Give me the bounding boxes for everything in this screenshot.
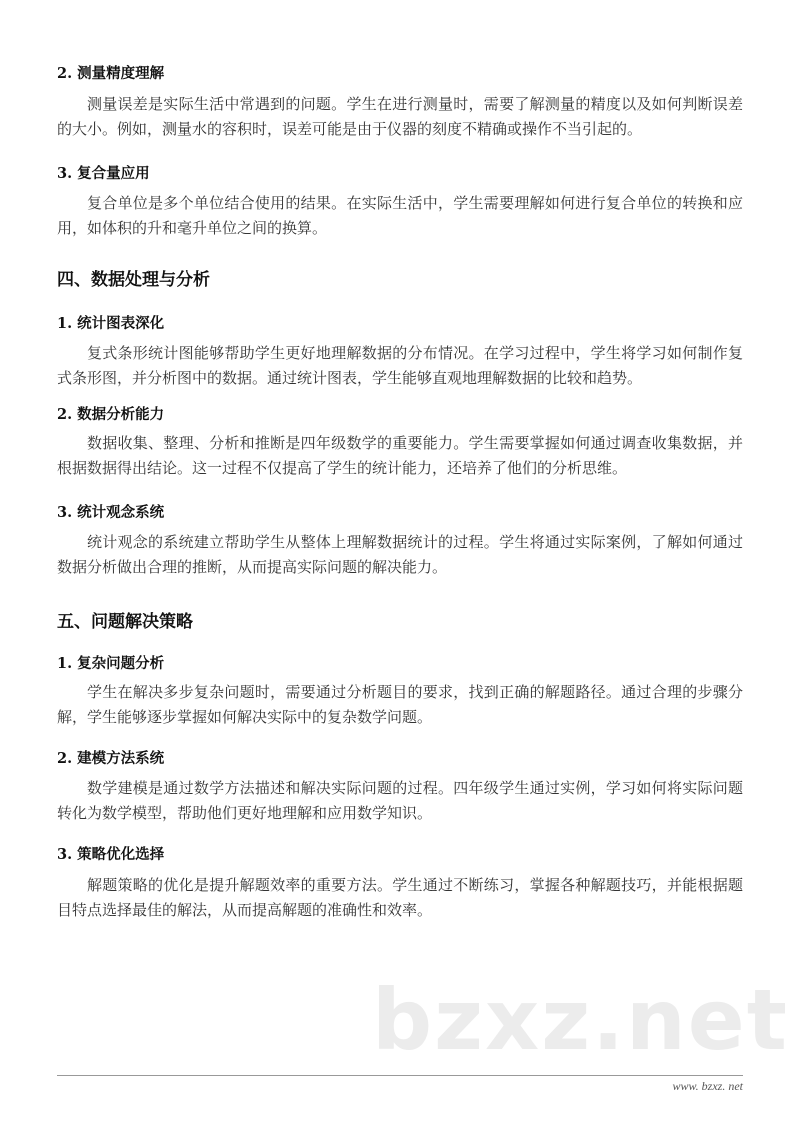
subheading: 2. 测量精度理解 [57, 65, 165, 82]
subheading: 3. 复合量应用 [57, 165, 150, 182]
paragraph: 解题策略的优化是提升解题效率的重要方法。学生通过不断练习，掌握各种解题技巧，并能根据题目特点选择最佳的解法，从而提高解题的准确性和效率。 [57, 876, 743, 919]
paragraph: 数据收集、整理、分析和推断是四年级数学的重要能力。学生需要掌握如何通过调查收集数据，并根据数据得出结论。这一过程不仅提高了学生的统计能力，还培养了他们的分析思维。 [57, 434, 743, 477]
footer-url: www. bzxz. net [672, 1079, 743, 1093]
watermark: bzxz.net [372, 971, 789, 1069]
section-title: 四、数据处理与分析 [57, 270, 210, 290]
subheading: 1. 统计图表深化 [57, 315, 165, 332]
paragraph: 学生在解决多步复杂问题时，需要通过分析题目的要求，找到正确的解题路径。通过合理的步骤分解，学生能够逐步掌握如何解决实际中的复杂数学问题。 [57, 683, 743, 726]
paragraph: 复式条形统计图能够帮助学生更好地理解数据的分布情况。在学习过程中，学生将学习如何制作复式条形图，并分析图中的数据。通过统计图表，学生能够直观地理解数据的比较和趋势。 [57, 344, 743, 387]
subheading: 2. 数据分析能力 [57, 406, 165, 423]
paragraph: 数学建模是通过数学方法描述和解决实际问题的过程。四年级学生通过实例，学习如何将实际问题转化为数学模型，帮助他们更好地理解和应用数学知识。 [57, 779, 743, 822]
section-title: 五、问题解决策略 [57, 612, 193, 632]
subheading: 2. 建模方法系统 [57, 750, 165, 767]
subheading: 1. 复杂问题分析 [57, 655, 165, 672]
subheading: 3. 统计观念系统 [57, 504, 165, 521]
subheading: 3. 策略优化选择 [57, 846, 165, 863]
footer-divider [57, 1075, 743, 1076]
paragraph: 统计观念的系统建立帮助学生从整体上理解数据统计的过程。学生将通过实际案例，了解如何通过数据分析做出合理的推断，从而提高实际问题的解决能力。 [57, 533, 743, 576]
paragraph: 测量误差是实际生活中常遇到的问题。学生在进行测量时，需要了解测量的精度以及如何判断误差的大小。例如，测量水的容积时，误差可能是由于仪器的刻度不精确或操作不当引起的。 [57, 95, 743, 138]
paragraph: 复合单位是多个单位结合使用的结果。在实际生活中，学生需要理解如何进行复合单位的转换和应用，如体积的升和毫升单位之间的换算。 [57, 194, 743, 237]
